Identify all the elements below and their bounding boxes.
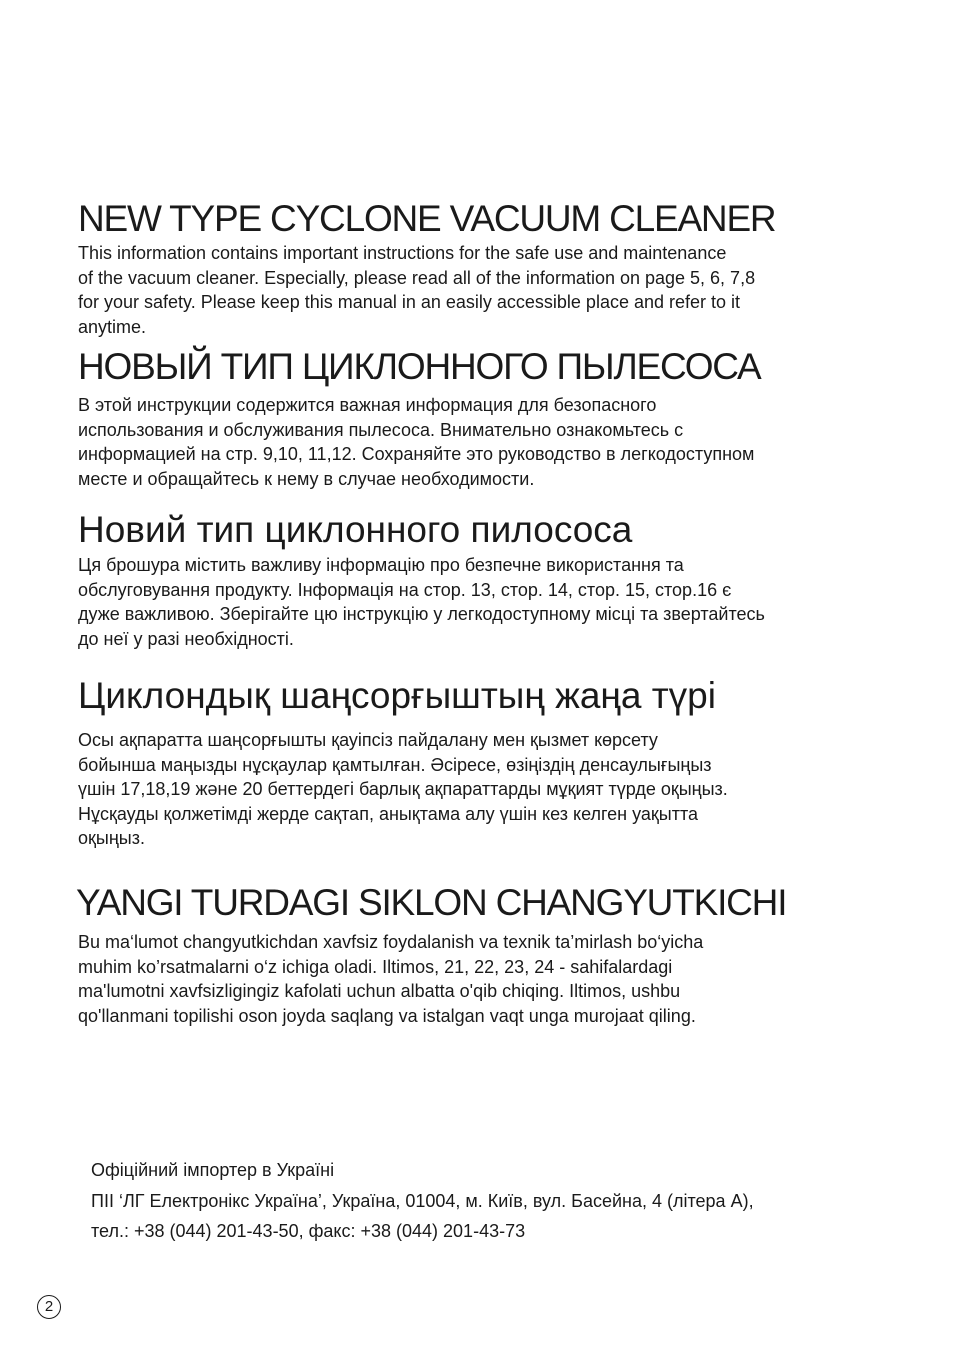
- section-body: [78, 728, 898, 851]
- body-line: Ця брошура містить важливу інформацію про безпечне використання та: [78, 555, 684, 575]
- body-line: В этой инструкции содержится важная информация для безопасного: [78, 395, 657, 415]
- page-number: 2: [37, 1295, 61, 1319]
- section-title: Циклондық шаңсорғыштың жаңа түрі: [78, 675, 716, 716]
- body-line: This information contains important instructions for the safe use and maintenance: [78, 243, 727, 263]
- footer-line: ПІІ ‘ЛГ Електронікс Україна’, Україна, 01004, м. Київ, вул. Басейна, 4 (літера А),: [91, 1190, 754, 1211]
- section-body: [78, 553, 898, 651]
- footer-line: Офіційний імпортер в Україні: [91, 1160, 335, 1180]
- body-line: muhim ko’rsatmalarni o‘z ichiga oladi. Iltimos, 21, 22, 23, 24 - sahifalardagi: [78, 956, 673, 977]
- footer-line: тел.: +38 (044) 201-43-50, факс: +38 (044) 201-43-73: [91, 1221, 526, 1241]
- body-line: for your safety. Please keep this manual in an easily accessible place and refer to it: [78, 292, 741, 312]
- section-body: [78, 393, 898, 491]
- body-line: of the vacuum cleaner. Especially, please read all of the information on page 5, 6, 7,8: [78, 267, 756, 288]
- body-line: до неї у разі необхідності.: [78, 628, 294, 649]
- body-line: qo'llanmani topilishi oson joyda saqlang va istalgan vaqt unga murojaat qiling.: [78, 1005, 696, 1026]
- section-title: NEW TYPE CYCLONE VACUUM CLEANER: [78, 198, 776, 239]
- body-line: Bu ma‘lumot changyutkichdan xavfsiz foydalanish va texnik ta’mirlash bo‘yicha: [78, 932, 704, 952]
- body-line: бойынша маңызды нұсқаулар қамтылған. Әсіресе, өзіңіздің денсаулығыңыз: [78, 754, 712, 775]
- importer-info: [91, 1155, 754, 1247]
- body-line: үшін 17,18,19 және 20 беттердегі барлық ақпараттарды мұқият түрде оқыңыз.: [78, 779, 728, 799]
- body-line: anytime.: [78, 316, 147, 337]
- body-line: месте и обращайтесь к нему в случае необходимости.: [78, 468, 535, 489]
- section-title: YANGI TURDAGI SIKLON CHANGYUTKICHI: [76, 882, 787, 923]
- body-line: информацией на стр. 9,10, 11,12. Сохраняйте это руководство в легкодоступном: [78, 444, 755, 464]
- body-line: дуже важливою. Зберігайте цю інструкцію у легкодоступному місці та звертайтесь: [78, 604, 765, 624]
- body-line: обслуговування продукту. Інформація на стор. 13, стор. 14, стор. 15, стор.16 є: [78, 579, 732, 600]
- section-ukrainian: [78, 508, 898, 651]
- section-uzbek: [76, 881, 896, 1028]
- body-line: Осы ақпаратта шаңсорғышты қауіпсіз пайдалану мен қызмет көрсету: [78, 730, 658, 750]
- body-line: Нұсқауды қолжетімді жерде сақтап, анықтама алу үшін кез келген уақытта: [78, 803, 699, 824]
- section-title: НОВЫЙ ТИП ЦИКЛОННОГО ПЫЛЕСОСА: [78, 346, 761, 387]
- body-line: использования и обслуживания пылесоса. Внимательно ознакомьтесь с: [78, 419, 684, 440]
- body-line: оқыңыз.: [78, 828, 145, 848]
- section-body: [78, 241, 898, 339]
- body-line: ma'lumotni xavfsizligingiz kafolati uchun albatta o'qib chiqing. Iltimos, ushbu: [78, 981, 681, 1001]
- section-title: Новий тип циклонного пилососа: [78, 509, 633, 550]
- section-english: [78, 197, 898, 339]
- section-body: [76, 930, 896, 1028]
- section-kazakh: [78, 674, 898, 851]
- section-russian: [78, 345, 898, 491]
